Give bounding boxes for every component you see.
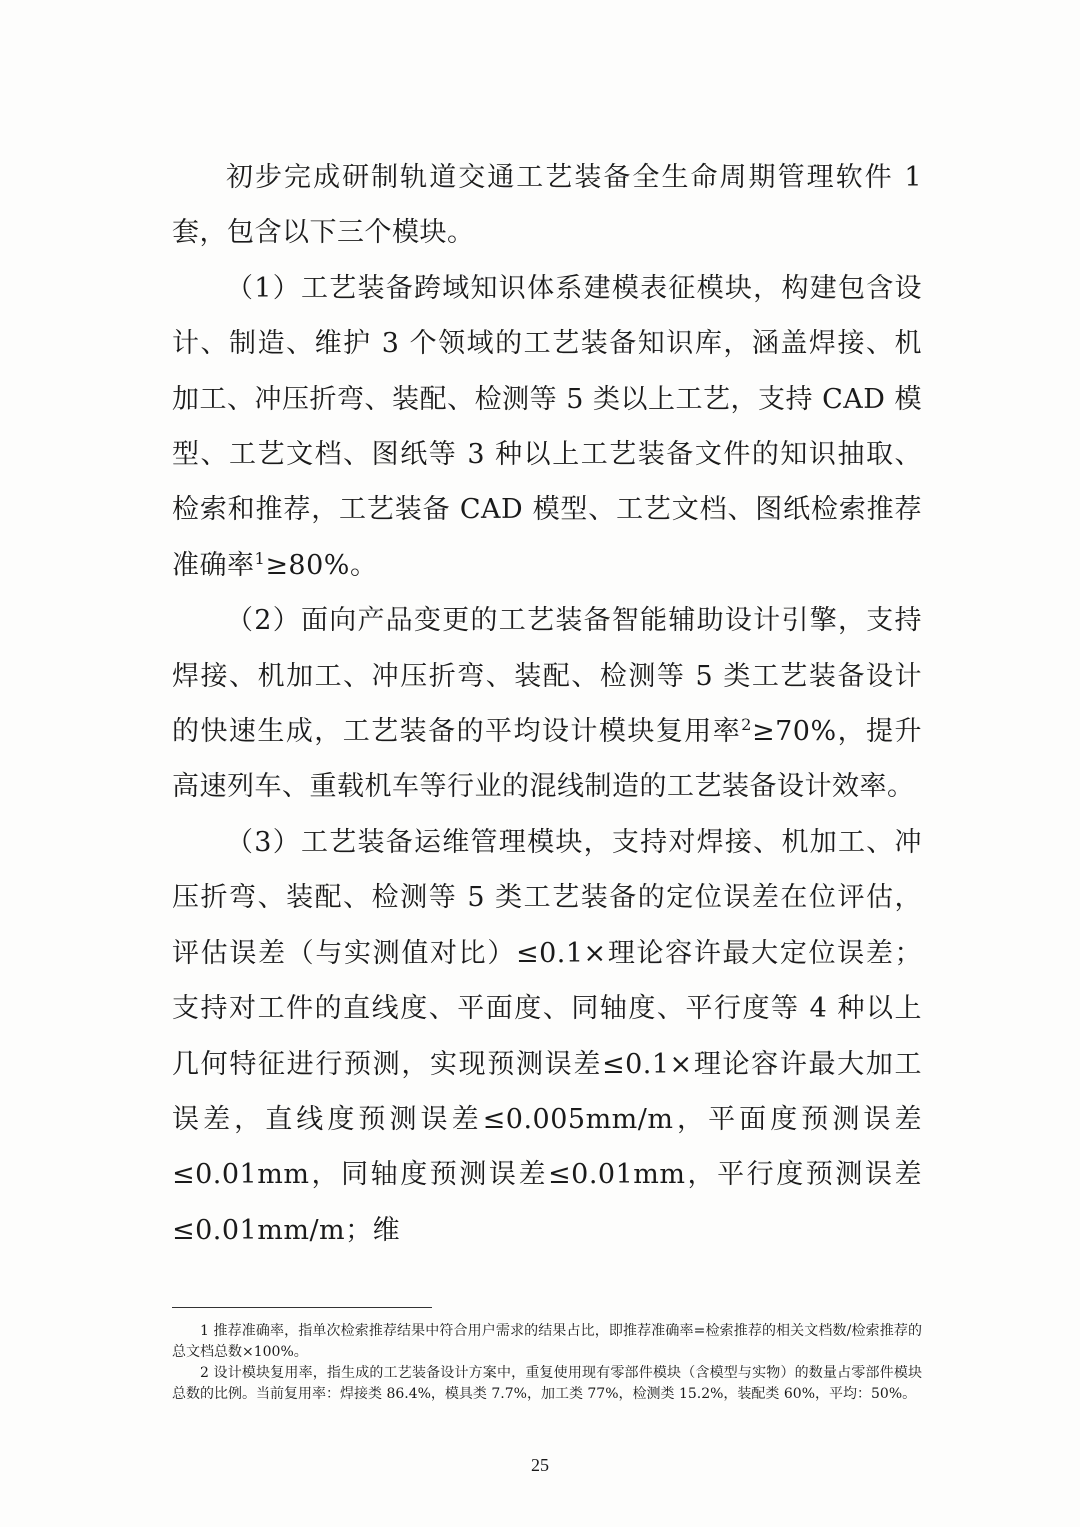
footnotes — [172, 1321, 922, 1405]
paragraph-module-1-text: （1）工艺装备跨域知识体系建模表征模块，构建包含设计、制造、维护 3 个领域的工艺装备知识库，涵盖焊接、机加工、冲压折弯、装配、检测等 5 类以上工艺，支持 CAD 模型、工艺文档、图纸等 3 种以上工艺装备文件的知识抽取、检索和推荐，工艺装备 CAD 模型、工艺文档、图纸检索推荐准确率 — [172, 272, 922, 581]
footnote-ref-1: 1 — [254, 548, 266, 568]
body-text — [172, 150, 922, 1258]
footnote-2: 2 设计模块复用率，指生成的工艺装备设计方案中，重复使用现有零部件模块（含模型与实物）的数量占零部件模块总数的比例。当前复用率：焊接类 86.4%，模具类 7.7%，加工类 77%，检测类 15.2%，装配类 60%，平均：50%。 — [172, 1365, 922, 1402]
paragraph-module-2-tail: ≥70%，提升高速列车、重载机车等行业的混线制造的工艺装备设计效率。 — [172, 716, 922, 803]
page-number: 25 — [531, 1455, 549, 1475]
paragraph-module-2-text: （2）面向产品变更的工艺装备智能辅助设计引擎，支持焊接、机加工、冲压折弯、装配、检测等 5 类工艺装备设计的快速生成，工艺装备的平均设计模块复用率 — [172, 605, 922, 748]
footnote-divider — [172, 1307, 432, 1308]
paragraph-module-3: （3）工艺装备运维管理模块，支持对焊接、机加工、冲压折弯、装配、检测等 5 类工艺装备的定位误差在位评估，评估误差（与实测值对比）≤0.1×理论容许最大定位误差；支持对工件的直线度、平面度、同轴度、平行度等 4 种以上几何特征进行预测，实现预测误差≤0.1×理论容许最大加工误差，直线度预测误差≤0.005mm/m，平面度预测误差≤0.01mm，同轴度预测误差≤0.01mm，平行度预测误差≤0.01mm/m；维 — [172, 826, 922, 1246]
footnote-1: 1 推荐准确率，指单次检索推荐结果中符合用户需求的结果占比，即推荐准确率=检索推荐的相关文档数/检索推荐的总文档总数×100%。 — [172, 1323, 922, 1360]
paragraph-module-1 — [172, 261, 922, 593]
footnote-ref-2: 2 — [741, 715, 752, 735]
paragraph-module-2 — [172, 593, 922, 815]
paragraph-intro: 初步完成研制轨道交通工艺装备全生命周期管理软件 1 套，包含以下三个模块。 — [172, 162, 922, 249]
paragraph-module-1-tail: ≥80%。 — [265, 549, 378, 581]
